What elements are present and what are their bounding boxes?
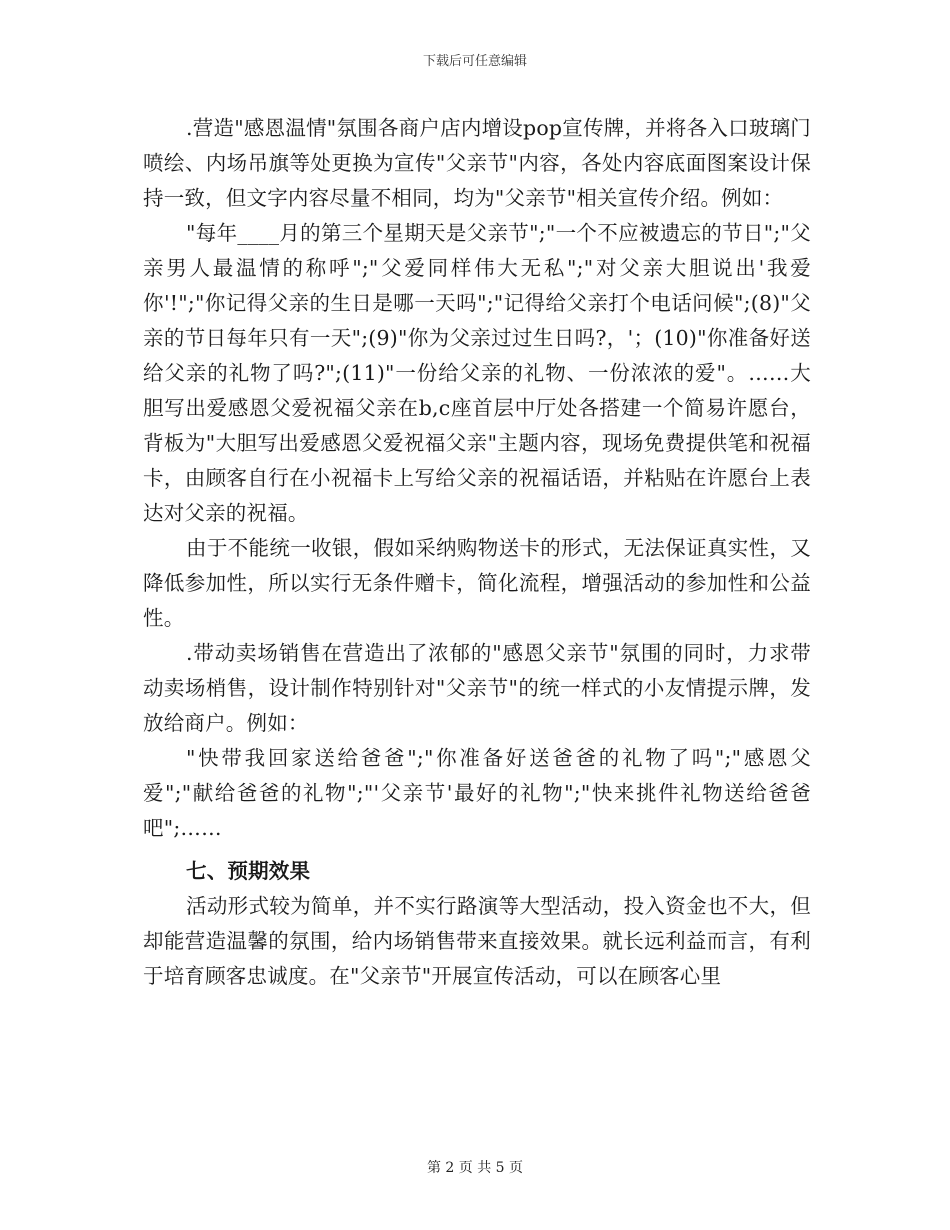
paragraph-expected-effect: 活动形式较为简单，并不实行路演等大型活动，投入资金也不大，但却能营造温馨的氛围，给内场销售带来直接效果。就长远利益而言，有利于培育顾客忠诚度。在"父亲节"开展宣传活动，可以在顾客心里 xyxy=(143,894,811,988)
document-body xyxy=(143,111,811,994)
paragraph-sales-examples: "快带我回家送给爸爸";"你准备好送爸爸的礼物了吗";"感恩父爱";"献给爸爸的礼物";"'父亲节'最好的礼物";"快来挑件礼物送给爸爸吧";…… xyxy=(143,746,811,840)
page-footer-number: 第 2 页 共 5 页 xyxy=(426,1160,524,1176)
paragraph-slogans: "每年____月的第三个星期天是父亲节";"一个不应被遗忘的节日";"父亲男人最温情的称呼";"父爱同样伟大无私";"对父亲大胆说出'我爱你'!";"你记得父亲的生日是哪一天吗";"记得给父亲打个电话问候";(8)"父亲的节日每年只有一天";(9)"你为父亲过过生日吗?，'；(10)"你准备好送给父亲的礼物了吗?";(11)"一份给父亲的礼物、一份浓浓的爱"。……大胆写出爱感恩父爱祝福父亲在b,c座首层中厅处各搭建一个简易许愿台，背板为"大胆写出爱感恩父爱祝福父亲"主题内容，现场免费提供笔和祝福卡，由顾客自行在小祝福卡上写给父亲的祝福话语，并粘贴在许愿台上表达对父亲的祝福。 xyxy=(143,221,811,525)
paragraph-free-card: 由于不能统一收银，假如采纳购物送卡的形式，无法保证真实性，又降低参加性，所以实行无条件赠卡，简化流程，增强活动的参加性和公益性。 xyxy=(143,536,811,630)
paragraph-sales: .带动卖场销售在营造出了浓郁的"感恩父亲节"氛围的同时，力求带动卖场梢售，设计制作特别针对"父亲节"的统一样式的小友情提示牌，发放给商户。例如： xyxy=(143,641,811,735)
page-header-note: 下载后可任意编辑 xyxy=(422,54,527,69)
section-heading-expected-effect: 七、预期效果 xyxy=(186,859,311,883)
paragraph-atmosphere: .营造"感恩温情"氛围各商户店内增设pop宣传牌，并将各入口玻璃门喷绘、内场吊旗等处更换为宣传"父亲节"内容，各处内容底面图案设计保持一致，但文字内容尽量不相同，均为"父亲节"相关宣传介绍。例如： xyxy=(143,116,811,210)
